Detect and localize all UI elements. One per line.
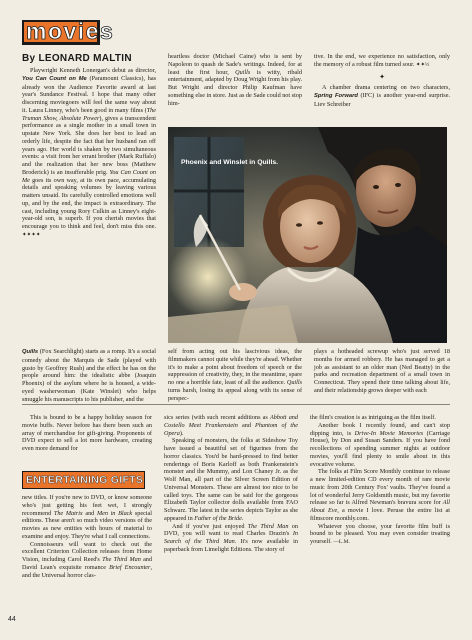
article-column-1 [22, 67, 156, 321]
article-column-2-lower [168, 348, 302, 402]
section-title: movies [26, 18, 115, 44]
gifts-column-3 [310, 414, 450, 618]
rating-stars: ✦✦½ [415, 61, 430, 68]
page-number: 44 [8, 616, 16, 623]
paragraph-film-creation: the film's creation is as intriguing as the film itself. [310, 414, 436, 421]
gifts-column-2 [164, 414, 298, 614]
paragraph-holiday-intro: This is bound to be a happy holiday season for movie buffs. Never before has there been such an array of merchandise for gift-giving. Proponents of DVD expect to sell a lot more hardware, creating even more demand for [22, 414, 152, 452]
article-column-1-quills [22, 348, 156, 403]
section-divider [22, 404, 450, 405]
paragraph-film-score: The folks at Film Score Monthly continue to release a new limited-edition CD every month of rare movie music from 20th Century Fox' vaults. They've found a lot of wonderful Jerry Goldsmith music, but my favorite release so far is Alfred Newman's bravura score for All About Eve, a movie I love. Peruse the entire list at filmscore monthly.com. [310, 468, 450, 522]
paragraph-dvd: new titles. If you're new to DVD, or know someone who's just getting his feet wet, I strongly recommend The Matrix and Men in Black special editions. These aren't so much video versions of the movies as new entities with hours of material to examine and enjoy. They're what I call connections. [22, 494, 152, 540]
gifts-heading: ENTERTAINING GIFTS [26, 474, 144, 486]
paragraph-spring-forward-cont: plays a hotheaded screwup who's just served 18 months for armed robbery. He has managed to get a job as assistant to an older man (Ned Beatty) in the parks and recreation department of a small town in Connecticut. They spend their time talking about life, and their relationship grows deeper with each [314, 348, 450, 394]
paragraph-you-can-count-on-me: Playwright Kenneth Lonergan's debut as director, You Can Count on Me (Paramount Classics), has already won the Audience Favorite award at last year's Sundance Festival. I hope that many other discerning moviegoers will feel the same way about it. Laura Linney, who's been good in many films (The Truman Show, Absolute Power), gives a transcendent performance as a single mother in a small town in upstate New York. She does her best to lead an orderly life, despite the fact that her husband ran off years ago. Her world is shaken by two simultaneous events: a visit from her errant brother (Mark Ruffalo) and the realization that her new boss (Matthew Broderick) is an insufferable prig. You Can Count on Me goes its own way, at its own pace, accumulating details and speaking volumes by leaving various matters unsaid. Its carefully controlled emotions well up, and by the end, the impact is extraordinary. The cast, including young Rory Culkin as Linney's eight-year-old son, is superb. If you cherish movies that encourage you to think and feel, don't miss this one. ✦✦✦✦ [22, 67, 157, 238]
article-column-3-lower [314, 348, 450, 396]
paragraph-spring-forward: A chamber drama centering on two characters, Spring Forward (IFC) is another year-end surprise. Liev Schreiber [314, 84, 450, 108]
photo-caption: Phoenix and Winslet in Quills. [181, 159, 278, 166]
section-bullet: ✦ [379, 72, 385, 81]
paragraph-quills-end: tive. In the end, we experience no satisfaction, only the memory of a robust film turned sour. ✦✦½ [314, 53, 450, 68]
paragraph-quills-harsh: self from acting out his lascivious ideas, the filmmakers cannot quite while they're ahead. Whether it's to make a point about freedom of speech or the suppression of creativity, they, in the meantime, spare no one a horrible fate, least of all the audience. Quills turns harsh, losing its appeal along with its sense of perspec- [168, 348, 302, 402]
paragraph-quills-cont: heartless doctor (Michael Caine) who is sent by Napoleon to quash de Sade's writings. Indeed, for at least the first hour, Quills is witty, ribald entertainment, adapted by Doug Wright from his play. But Wright and director Philip Kaufman have something else in store. Just as de Sade could not stop him- [168, 53, 302, 107]
author-initials: —L.M. [333, 539, 350, 545]
paragraph-drive-in: Another book I recently found, and can't stop dipping into, is Drive-In Movie Memories (Carriage House), by Don and Susan Sanders. If you have fond recollections of spending summer nights at outdoor movies, you'll find plenty to smile about in this evocative volume. [310, 421, 450, 468]
paragraph-closing: Whatever you choose, your favorite film buff is bound to be pleased. You may even consider treating yourself. —L.M. [310, 522, 450, 545]
paragraph-universal: sics series (with such recent additions as Abbott and Costello Meet Frankenstein and Phantom of the Opera). [164, 414, 298, 437]
gifts-column-1-intro [22, 414, 152, 468]
article-column-3 [314, 53, 450, 125]
byline: By LEONARD MALTIN [22, 53, 132, 64]
paragraph-third-man-book: And if you've just enjoyed The Third Man on DVD, you will want to read Charles Drazin's In Search of the Third Man. It's now available in paperback from Limelight Editions. The story of [164, 522, 298, 553]
paragraph-quills: Quills (Fox Searchlight) starts as a romp. It's a social comedy about the Marquis de Sade (played with gusto by Geoffrey Rush) and the effect he has on the people around him: the idealistic abbe (Joaquin Phoenix) of the asylum where he is housed, a wide-eyed washerwoman (Kate Winslet) who helps smuggle his manuscripts to his publisher, and the [22, 348, 156, 403]
article-column-2 [168, 53, 302, 125]
rating-stars: ✦✦✦✦ [22, 231, 41, 238]
paragraph-sideshow: Speaking of monsters, the folks at Sideshow Toy have issued a beautiful set of figurines from the horror classics. You'd be hard-pressed to find better renderings of Boris Karloff as both Frankenstein's monster and the Mummy, and Lon Chaney Jr. as the Wolf Man, all part of the Silver Screen Edition of Universal Monsters. These are almost too nice to be called toys. The same can be said for the gorgeous Elizabeth Taylor collector dolls available from FAO Schwarz. The latest in the series depicts Taylor as she appeared in Father of the Bride. [164, 437, 298, 522]
paragraph-criterion: Connoisseurs will want to check out the excellent Criterion Collection releases from Home Vision, including Carol Reed's The Third Man and David Lean's exquisite romance Brief Encounter, and the Universal horror clas- [22, 540, 152, 579]
gifts-column-1 [22, 494, 152, 616]
